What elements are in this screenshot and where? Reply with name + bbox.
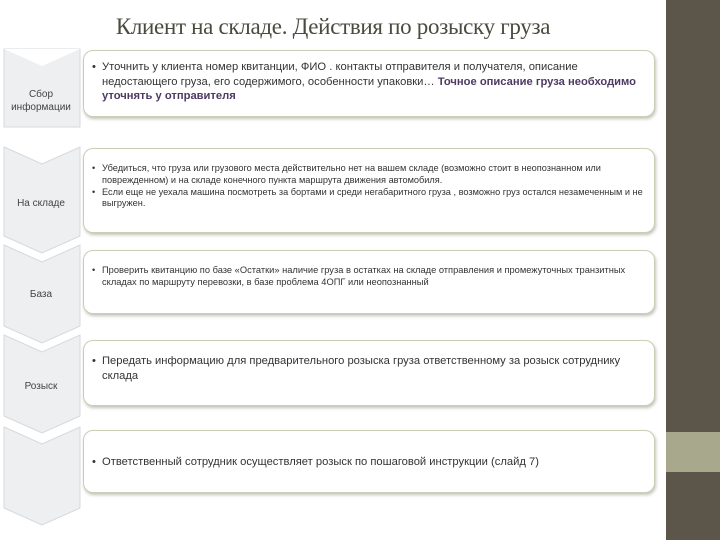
slide-title: Клиент на складе. Действия по розыску груза <box>115 14 551 39</box>
step-box-database <box>83 250 655 314</box>
step-chevron-database <box>3 244 81 344</box>
decorative-side-accent <box>666 432 720 472</box>
bullet-item: • Проверить квитанцию по базе «Остатки» наличие груза в остатках на складе отправления и промежуточных транзитных складах по маршруту перевозки, в базе проблема 4ОПГ или неопознанный <box>92 264 644 288</box>
bullet-list <box>92 163 644 210</box>
bullet-item: • Если еще не уехала машина посмотреть за бортами и среди негабаритного груза , возможно груз остался незамеченным и не выгружен. <box>92 187 644 211</box>
bullet-list <box>92 60 642 104</box>
bullet-list <box>92 455 642 470</box>
step-box-info <box>83 50 655 117</box>
bullet-item: • Убедиться, что груза или грузового места действительно нет на вашем складе (возможно стоит в неопознанном или поврежденном) и на складе конечного пункта маршрута движения автомобиля. <box>92 163 644 187</box>
step-label-info: Сбор информации <box>11 89 71 113</box>
step-box-search <box>83 340 655 406</box>
step-label-warehouse: На складе <box>17 198 65 209</box>
bullet-item: • Уточнить у клиента номер квитанции, ФИО . контакты отправителя и получателя, описание недостающего груза, его содержимого, особенности упаковки… Точное описание груза необходимо уточнять у отправителя <box>92 60 642 104</box>
step-chevron-final <box>3 426 81 526</box>
step-box-warehouse <box>83 148 655 233</box>
chevron-shape <box>3 426 81 526</box>
bullet-item: • Ответственный сотрудник осуществляет розыск по пошаговой инструкции (слайд 7) <box>92 455 642 470</box>
step-label-database: База <box>29 289 53 300</box>
step-chevron-info <box>3 48 81 128</box>
step-box-final <box>83 430 655 493</box>
bullet-item: • Передать информацию для предварительного розыска груза ответственному за розыск сотруднику склада <box>92 354 642 383</box>
bullet-list <box>92 354 642 383</box>
bullet-list <box>92 264 644 288</box>
step-label-search: Розыск <box>24 381 58 392</box>
step-chevron-warehouse <box>3 146 81 254</box>
emphasis-text: Точное описание груза необходимо уточнять у отправителя <box>102 75 637 102</box>
step-chevron-search <box>3 334 81 434</box>
